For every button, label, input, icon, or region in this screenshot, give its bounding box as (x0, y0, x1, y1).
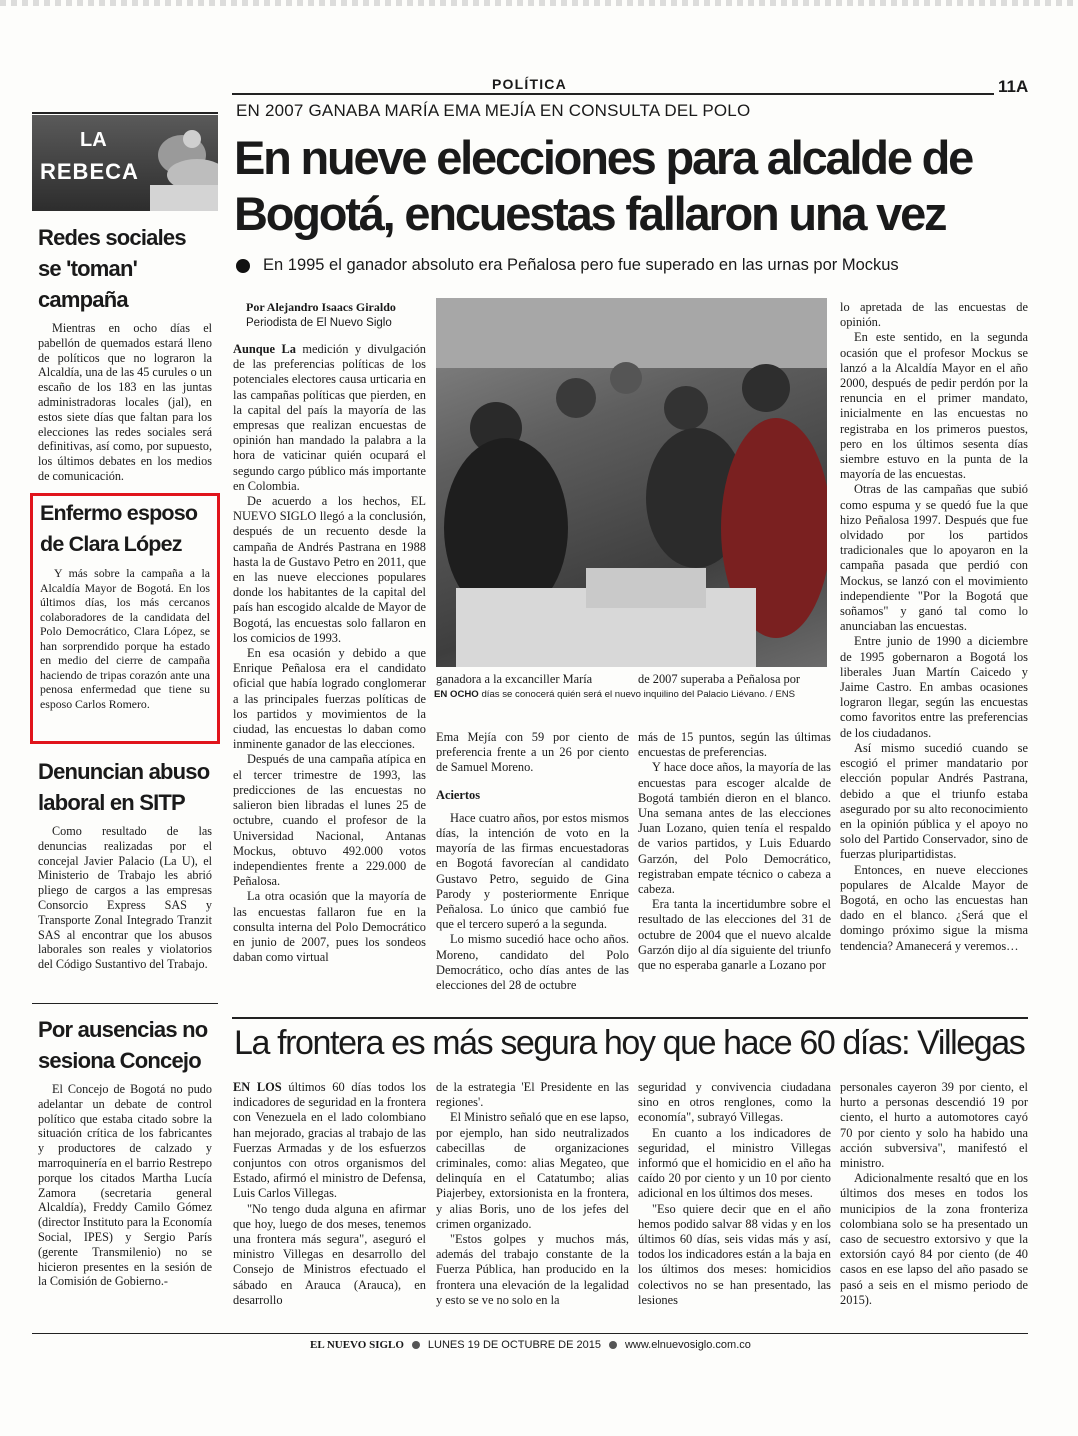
badge-line2: REBECA (40, 159, 139, 184)
paragraph: Ema Mejía con 59 por ciento de preferencia frente a un 26 por ciento de Samuel Moreno. (436, 730, 629, 775)
sidebar-item-body: Y más sobre la campaña a la Alcaldía Mayor de Bogotá. En los últimos días, los más cercanos colaboradores de la candidata del Polo Democrático, Clara López, se han sorprendido porque ha estado en medio del cierre de campaña haciendo de tripas corazón ante una penosa enfermedad que tiene su esposo Carlos Romero. (40, 566, 210, 711)
paragraph: En esa ocasión y debido a que Enrique Peñalosa era el candidato oficial que había logrado conglomerar a las principales fuerzas políticas de los partidos y movimientos de la ciudad, las encuestas lo daban como inminente ganador de las elecciones. (233, 646, 426, 752)
sidebar-item-title: Por ausencias no sesiona Concejo (38, 1017, 208, 1073)
byline: Por Alejandro Isaacs Giraldo (246, 300, 396, 314)
paragraph: personales cayeron 39 por ciento, el hurto a personas descendió 19 por ciento, el hurto a automotores cayó 70 por ciento y solo ha habido una acción subversiva", manifestó el ministro. (840, 1080, 1028, 1171)
paragraph: Era tanta la incertidumbre sobre el resultado de las elecciones del 31 de octubre de 2004 que el nuevo alcalde Garzón dijo al día siguiente del triunfo que no esperaba ganarle a Lozano por (638, 897, 831, 973)
footer-date: LUNES 19 DE OCTUBRE DE 2015 (427, 1339, 601, 1351)
paragraph: seguridad y convivencia ciudadana sino en otros renglones, como la economía", subrayó Villegas. (638, 1080, 831, 1125)
paragraph: Así mismo sucedió cuando se escogió el primer mandatario por elección popular Andrés Pastrana, debido a que el triunfo estaba asegurado por su alto reconocimiento en la opinión pública y el apoyo no solo del Partido Conservador, sino de fuerzas pluripartidistas. (840, 740, 1028, 862)
sidebar-item (38, 222, 212, 484)
header-rule (232, 93, 994, 95)
paragraph: "No tengo duda alguna en afirmar que hoy, luego de dos meses, tenemos una frontera más segura", aseguró el ministro Villegas en desarrollo del Consejo de Ministros efectuado el sábado en Arauca (Arauca), en desarrollo (233, 1201, 426, 1307)
paragraph: Otras de las campañas que subió como espuma y se quedó fue la que hizo Peñalosa 1997. Después que fue olvidado por los partidos tradicionales que lo apoyaron en la campaña pasada que perdió con Mockus, se lanzó con el movimiento independiente "Por la Bogotá que soñamos" y ganó tal como lo anunciaban las encuestas. (840, 482, 1028, 634)
second-column-4 (840, 1080, 1028, 1308)
sidebar-item-body: Como resultado de las denuncias realizadas por el concejal Javier Palacio (La U), el Ministerio de Trabajo les abrió pliego de cargos a las empresas Consorcio Express SAS y Transporte Zonal Integrado Tranzit SAS al encontrar que los abusos laborales son reales y violatorios del Código Sustantivo del Trabajo. (38, 824, 212, 972)
sidebar-item-title: Enfermo esposo de Clara López (40, 501, 198, 556)
paragraph: lo apretada de las encuestas de opinión. (840, 300, 1028, 330)
footer-brand: EL NUEVO SIGLO (310, 1339, 404, 1351)
article-column-1 (233, 342, 426, 965)
sidebar-top-rule (32, 112, 218, 114)
footer (310, 1339, 751, 1351)
paragraph: Y hace doce años, la mayoría de las encuestas para escoger alcalde de Bogotá también dieron en el blanco. Una semana antes de las elecciones Juan Lozano, quien tenía el respaldo de varios partidos, y Luis Eduardo Garzón, del Polo Democrático, registraban empate técnico o cabeza a cabeza. (638, 760, 831, 897)
column-badge (32, 115, 218, 211)
bullet-icon (236, 259, 250, 273)
headline: En nueve elecciones para alcalde de Bogotá, encuestas fallaron una vez (234, 131, 973, 240)
subhead: Aciertos (436, 787, 481, 802)
paragraph: La otra ocasión que la mayoría de las encuestas fallaron fue en la consulta interna del Polo Democrático en junio de 2007, pues los sondeos daban como virtual (233, 889, 426, 965)
sidebar-item-body: Mientras en ocho días el pabellón de quemados estará lleno de políticos que no lograron la Alcaldía, una de las 45 curules o un escaño de los 183 en las juntas administradoras locales (jal), en estos siete días que faltan para los elecciones las redes sociales será definitivas, así como, por supuesto, los últimos debates en los medios de comunicación. (38, 321, 212, 483)
sidebar-item (38, 1014, 212, 1289)
sidebar-item (38, 756, 212, 972)
sidebar-item (40, 498, 210, 711)
paragraph: de la estrategia 'El Presidente en las regiones'. (436, 1080, 629, 1110)
kicker: EN 2007 GANABA MARÍA EMA MEJÍA EN CONSULTA DEL POLO (236, 101, 751, 120)
paragraph: Entre junio de 1990 a diciembre de 1995 gobernaron a Bogotá los liberales Juan Martín Caicedo y Jaime Castro. En ambas ocasiones lograron llegar, según las encuestas como favoritos entre las preferencias de los ciudadanos. (840, 634, 1028, 740)
photo-caption: EN OCHO días se conocerá quién será el nuevo inquilino del Palacio Liévano. / ENS (434, 689, 796, 700)
second-column-3 (638, 1080, 831, 1308)
scan-edge (0, 0, 1078, 6)
photo-overlap-text: ganadora a la excanciller María (436, 672, 593, 686)
sidebar-item-title: Redes sociales se 'toman' campaña (38, 225, 186, 312)
sidebar-divider (32, 1003, 218, 1004)
deck: En 1995 el ganador absoluto era Peñalosa pero fue superado en las urnas por Mockus (263, 256, 899, 274)
second-headline: La frontera es más segura hoy que hace 60 días: Villegas (234, 1024, 1025, 1062)
footer-rule (32, 1333, 1028, 1334)
paragraph: En este sentido, en la segunda ocasión que el profesor Mockus se lanzó a la Alcaldía Mayor en el año 2000, después de pedir perdón por la renuncia en el primer mandato, inicialmente en las encuestas no registraba en los primeros puestos, pero en los últimos sesenta días siembre estuvo en la punta de la mayoría de las encuestas. (840, 330, 1028, 482)
paragraph: En cuanto a los indicadores de seguridad, el ministro Villegas informó que el homicidio en el año ha caído 20 por ciento y un 10 por ciento adicional en los últimos dos meses. (638, 1125, 831, 1201)
bullet-icon (412, 1341, 420, 1349)
paragraph: De acuerdo a los hechos, EL NUEVO SIGLO llegó a la conclusión, después de un recuento desde la campaña de Andrés Pastrana en 1988 hasta la de Gustavo Petro en 2011, que en las nueve elecciones populares donde los habitantes de la capital del país han escogido alcalde de Mayor de Bogotá, las encuestas solo fallaron en los comicios de 1993. (233, 494, 426, 645)
paragraph: "Estos golpes y muchos más, además del trabajo constante de la Fuerza Pública, han producido en la frontera una elevación de la legalidad y esto se ve no solo en la (436, 1232, 629, 1307)
footer-website: www.elnuevosiglo.com.co (624, 1339, 751, 1351)
photo-crowd-icon (436, 298, 827, 667)
photo-overlap-text: de 2007 superaba a Peñalosa por (638, 672, 801, 686)
paragraph: Aunque La medición y divulgación de las preferencias políticas de los potenciales electores causa urticaria en las campañas políticas que pierden, en la capital del país la mayoría de las empresas que realizan encuestas de opinión han mandado la palabra a la hora de vaticinar quién ocupará el segundo cargo público más importante en Colombia. (233, 342, 426, 493)
paragraph: Después de una campaña atípica en el tercer trimestre de 1993, las predicciones de las encuestas no salieron bien libradas el lunes 25 de octubre, cuando el profesor de la Universidad Nacional, Antanas Mockus, obtuvo 492.000 votos independientes frente a 229.000 de Peñalosa. (233, 752, 426, 889)
sidebar-item-body: El Concejo de Bogotá no pudo adelantar un debate de control político que estaba citado sobre la situación crítica de los fabricantes y productores de calzado y marroquinería en el barrio Restrepo porque los citados Martha Lucía Zamora (secretaria general Alcaldía), Freddy Camilo Gómez (director Instituto para la Economía Social, IPES) y Sergio París (gerente Transmilenio) no se hicieron presentes en la sesión de la Comisión de Gobierno.- (38, 1082, 212, 1289)
second-column-1 (233, 1080, 426, 1308)
story-divider (232, 1017, 1028, 1019)
paragraph: EN LOS últimos 60 días todos los indicadores de seguridad en la frontera con Venezuela en el lado colombiano han mejorado, gracias al trabajo de las Fuerzas Armadas y de los esfuerzos conjuntos con otros organismos del Estado, afirmó el ministro de Defensa, Luis Carlos Villegas. (233, 1080, 426, 1201)
news-photo (436, 298, 827, 667)
bullet-icon (609, 1341, 617, 1349)
article-column-2 (436, 730, 629, 993)
paragraph: más de 15 puntos, según las últimas encuestas de preferencias. (638, 730, 831, 760)
paragraph: Lo mismo sucedió hace ocho años. Moreno, candidato del Polo Democrático, ocho días antes de las elecciones del 28 de octubre (436, 932, 629, 993)
sidebar-item-title: Denuncian abuso laboral en SITP (38, 759, 210, 815)
paragraph: El Ministro señaló que en ese lapso, por ejemplo, han sido neutralizados cabecillas de organizaciones criminales, como: alias Megateo, que delinquía en el Catatumbo; alias Piajerbey, extorsionista en la frontera, y alias Boris, uno de los jefes del crimen organizado. (436, 1110, 629, 1231)
second-column-2 (436, 1080, 629, 1308)
article-column-4 (840, 300, 1028, 954)
paragraph: "Eso quiere decir que en el año hemos podido salvar 88 vidas y en los últimos 60 días, seis vidas más y así, todos los indicadores están a la baja en los últimos dos meses: homicidios colectivos no se han presentado, las lesiones (638, 1201, 831, 1307)
section-label: POLÍTICA (492, 76, 567, 92)
paragraph: Hace cuatro años, por estos mismos días, la intención de voto en la mayoría de las firmas encuestadoras en Bogotá favorecían al candidato Gustavo Petro, seguido de Gina Parody y posteriormente Enrique Peñalosa. Lo único que cambió fue que el tercero superó a la segunda. (436, 810, 629, 932)
author-role: Periodista de El Nuevo Siglo (246, 317, 392, 329)
badge-line1: LA (80, 129, 107, 151)
paragraph: Entonces, en nueve elecciones populares de Alcalde Mayor de Bogotá, en ocho las encuestas han dado en el blanco. ¿Será que el domingo próximo sigue la misma tendencia? Amanecerá y veremos… (840, 862, 1028, 953)
paragraph: Adicionalmente resaltó que en los últimos dos meses en todos los municipios de la zona fronteriza colombiana solo se ha presentado un caso de secuestro extorsivo y que la extorsión cayó 84 por ciento (de 40 casos en ese lapso del año pasado se pasó a seis en el mismo periodo de 2015). (840, 1171, 1028, 1307)
page-number: 11A (998, 77, 1029, 96)
article-column-3 (638, 730, 831, 973)
